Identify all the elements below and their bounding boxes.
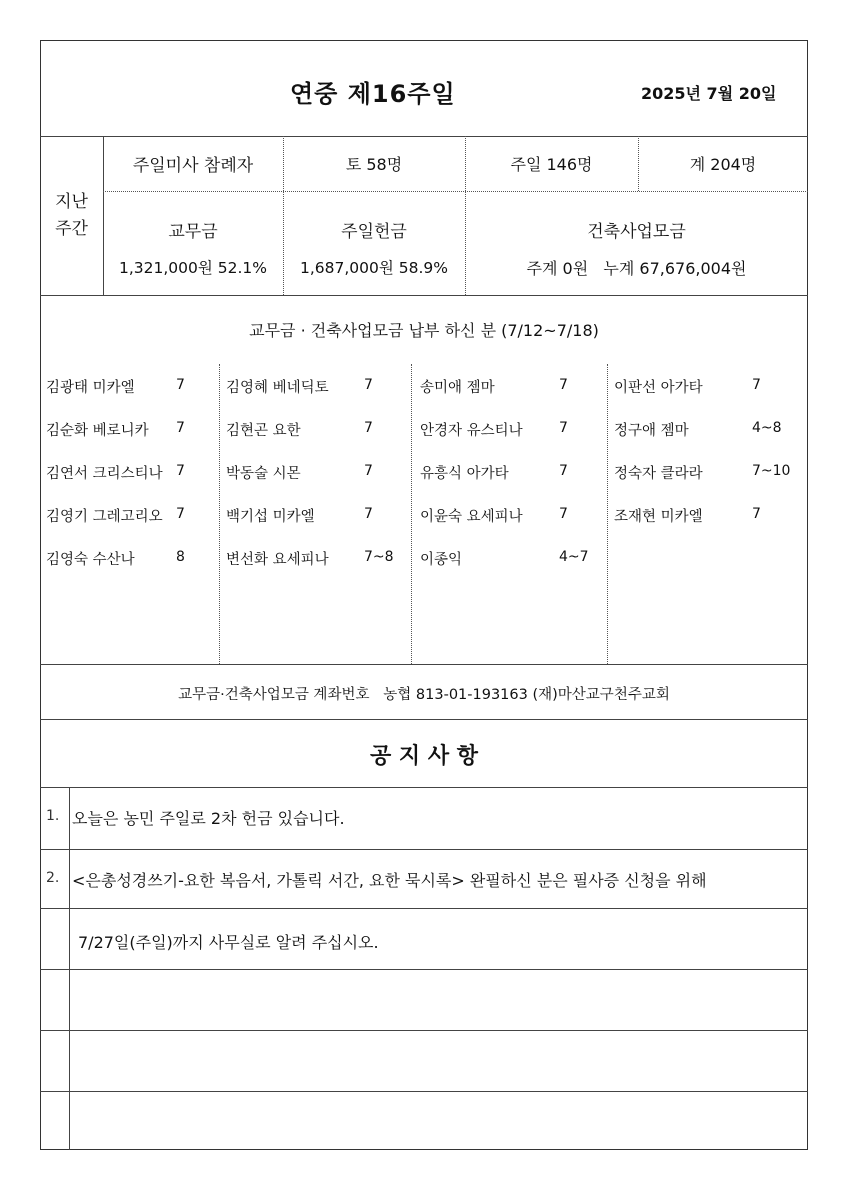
donor-weeks: 7 xyxy=(559,506,568,522)
sunday-attendance: 주일 146명 xyxy=(510,155,593,174)
donor-weeks: 7 xyxy=(364,420,373,436)
offering-label: 주일헌금 xyxy=(341,221,407,242)
donor-weeks: 7~10 xyxy=(752,463,791,479)
donor-name: 김영기 그레고리오 xyxy=(46,509,163,525)
donor-name: 김순화 베로니카 xyxy=(46,423,149,439)
donor-name: 이윤숙 요세피나 xyxy=(420,509,523,525)
donor-name: 정구애 젬마 xyxy=(614,423,689,439)
donor-weeks: 7 xyxy=(559,463,568,479)
bulletin-frame xyxy=(40,40,808,1150)
donor-weeks: 7 xyxy=(176,463,185,479)
donor-weeks: 7 xyxy=(364,463,373,479)
notices-heading: 공 지 사 항 xyxy=(370,743,478,769)
donor-weeks: 7 xyxy=(176,420,185,436)
period-label-line2: 주간 xyxy=(55,218,88,239)
donor-name: 조재현 미카엘 xyxy=(614,509,703,525)
saturday-attendance: 토 58명 xyxy=(345,155,403,174)
total-attendance: 계 204명 xyxy=(689,155,757,174)
page-title: 연중 제16주일 xyxy=(290,80,456,108)
donor-weeks: 8 xyxy=(176,549,185,565)
mass-attendance-label: 주일미사 참례자 xyxy=(132,156,254,176)
donor-name: 이종익 xyxy=(420,552,463,568)
donors-title: 교무금 · 건축사업모금 납부 하신 분 (7/12~7/18) xyxy=(249,320,599,340)
donor-name: 안경자 유스티나 xyxy=(420,423,523,439)
period-label-line1: 지난 xyxy=(55,191,88,212)
building-fund-label: 건축사업모금 xyxy=(587,221,686,242)
donor-name: 김현곤 요한 xyxy=(226,423,301,439)
donor-name: 김영숙 수산나 xyxy=(46,552,135,568)
donor-name: 유흥식 아가타 xyxy=(420,466,509,482)
donor-weeks: 7 xyxy=(364,377,373,393)
donor-name: 백기섭 미카엘 xyxy=(226,509,315,525)
donor-name: 이판선 아가타 xyxy=(614,380,703,396)
donor-name: 변선화 요세피나 xyxy=(226,552,329,568)
dues-value: 1,321,000원 52.1% xyxy=(118,259,268,277)
donor-weeks: 4~8 xyxy=(752,420,782,436)
notice-number-2: 2. xyxy=(46,870,60,886)
donor-name: 김영혜 베네딕토 xyxy=(226,380,329,396)
notice-text-1: 오늘은 농민 주일로 2차 헌금 있습니다. xyxy=(72,809,345,828)
donor-weeks: 7 xyxy=(364,506,373,522)
donor-weeks: 4~7 xyxy=(559,549,589,565)
donor-name: 정숙자 클라라 xyxy=(614,466,703,482)
bulletin-date: 2025년 7월 20일 xyxy=(641,84,777,103)
notice-text-2-continued: 7/27일(주일)까지 사무실로 알려 주십시오. xyxy=(78,933,379,952)
building-fund-value: 주계 0원 누계 67,676,004원 xyxy=(526,258,747,278)
donor-weeks: 7 xyxy=(752,377,761,393)
bank-account-info: 교무금·건축사업모금 계좌번호 농협 813-01-193163 (재)마산교구천주교회 xyxy=(178,686,670,703)
donor-weeks: 7 xyxy=(559,377,568,393)
donor-weeks: 7 xyxy=(176,506,185,522)
period-label xyxy=(40,136,103,295)
donor-name: 김연서 크리스티나 xyxy=(46,466,163,482)
donor-weeks: 7 xyxy=(559,420,568,436)
donor-name: 박동술 시몬 xyxy=(226,466,301,482)
donor-weeks: 7 xyxy=(752,506,761,522)
offering-value: 1,687,000원 58.9% xyxy=(299,259,449,277)
notice-number-1: 1. xyxy=(46,808,60,824)
dues-label: 교무금 xyxy=(168,221,218,242)
donor-weeks: 7 xyxy=(176,377,185,393)
donor-name: 송미애 젬마 xyxy=(420,380,495,396)
donor-name: 김광태 미카엘 xyxy=(46,380,135,396)
donor-weeks: 7~8 xyxy=(364,549,394,565)
notice-text-2: <은총성경쓰기-요한 복음서, 가톨릭 서간, 요한 묵시록> 완필하신 분은 필사증 신청을 위해 xyxy=(72,871,707,890)
